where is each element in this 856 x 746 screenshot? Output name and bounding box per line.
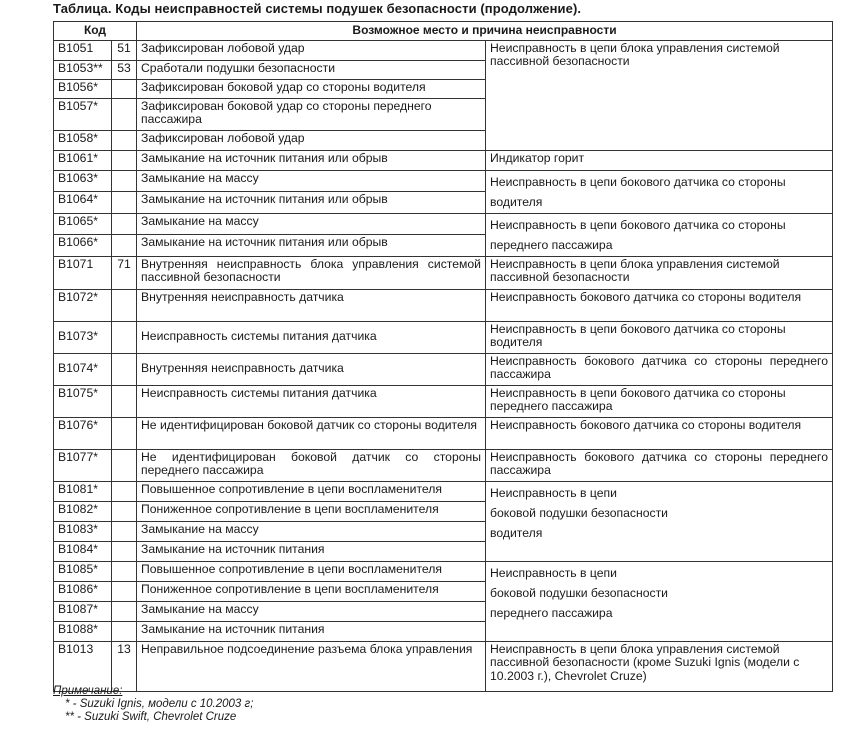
desc-cell: Зафиксирован лобовой удар: [137, 40, 486, 60]
desc-cell: Замыкание на массу: [137, 601, 486, 621]
subcode-cell: [112, 130, 137, 150]
subcode-cell: [112, 235, 137, 257]
code-cell: B1053**: [54, 60, 112, 79]
desc-cell: Зафиксирован лобовой удар: [137, 130, 486, 150]
desc-cell: Пониженное сопротивление в цепи воспламенителя: [137, 501, 486, 521]
code-cell: B1087*: [54, 601, 112, 621]
table-row: [54, 417, 833, 449]
desc-cell: Неправильное подсоединение разъема блока управления: [137, 641, 486, 691]
table-row: [54, 150, 833, 170]
cause-cell: Неисправность в цепи блока управления системой пассивной безопасности: [486, 40, 833, 150]
desc-cell: Замыкание на массу: [137, 213, 486, 235]
desc-cell: Зафиксирован боковой удар со стороны водителя: [137, 79, 486, 98]
desc-cell: Пониженное сопротивление в цепи воспламенителя: [137, 581, 486, 601]
code-cell: B1077*: [54, 449, 112, 481]
desc-cell: Внутренняя неисправность датчика: [137, 353, 486, 385]
subcode-cell: [112, 192, 137, 214]
subcode-cell: [112, 561, 137, 581]
subcode-cell: [112, 321, 137, 353]
cause-line: Неисправность в цепи: [490, 485, 617, 500]
desc-cell: Замыкание на источник питания: [137, 621, 486, 641]
desc-cell: Повышенное сопротивление в цепи воспламенителя: [137, 561, 486, 581]
cause-cell: [486, 481, 833, 561]
table-row: [54, 385, 833, 417]
code-cell: B1063*: [54, 170, 112, 192]
code-cell: B1076*: [54, 417, 112, 449]
code-cell: B1058*: [54, 130, 112, 150]
note-line-2: ** - Suzuki Swift, Chevrolet Cruze: [65, 711, 237, 723]
subcode-cell: [112, 581, 137, 601]
header-row: [54, 22, 833, 41]
code-cell: B1086*: [54, 581, 112, 601]
desc-cell: Внутренняя неисправность блока управления системой пассивной безопасности: [137, 256, 486, 289]
desc-cell: Замыкание на источник питания или обрыв: [137, 192, 486, 214]
note-label: Примечание:: [53, 685, 123, 697]
code-cell: B1081*: [54, 481, 112, 501]
code-cell: B1075*: [54, 385, 112, 417]
code-cell: B1065*: [54, 213, 112, 235]
subcode-cell: [112, 150, 137, 170]
subcode-cell: [112, 170, 137, 192]
subcode-cell: [112, 501, 137, 521]
table-row: [54, 289, 833, 321]
desc-cell: Не идентифицирован боковой датчик со стороны переднего пассажира: [137, 449, 486, 481]
cause-line: Неисправность в цепи: [490, 565, 617, 580]
cause-cell: [486, 561, 833, 641]
desc-cell: Замыкание на источник питания или обрыв: [137, 150, 486, 170]
code-cell: B1072*: [54, 289, 112, 321]
cause-cell: Неисправность бокового датчика со стороны водителя: [486, 289, 833, 321]
table-row: [54, 481, 833, 501]
desc-cell: Замыкание на источник питания: [137, 541, 486, 561]
desc-cell: Зафиксирован боковой удар со стороны переднего пассажира: [137, 98, 486, 130]
code-cell: B1064*: [54, 192, 112, 214]
cause-cell: Неисправность в цепи бокового датчика со стороны переднего пассажира: [486, 385, 833, 417]
table-row: [54, 213, 833, 235]
table-row: [54, 256, 833, 289]
header-code: Код: [54, 22, 137, 41]
table-row: [54, 641, 833, 691]
desc-cell: Замыкание на массу: [137, 170, 486, 192]
code-cell: B1088*: [54, 621, 112, 641]
code-cell: B1013: [54, 641, 112, 691]
table-row: [54, 449, 833, 481]
code-cell: B1085*: [54, 561, 112, 581]
cause-cell: Неисправность бокового датчика со стороны переднего пассажира: [486, 353, 833, 385]
desc-cell: Замыкание на источник питания или обрыв: [137, 235, 486, 257]
code-cell: B1073*: [54, 321, 112, 353]
subcode-cell: [112, 385, 137, 417]
cause-cell: Неисправность в цепи блока управления системой пассивной безопасности (кроме Suzuki Ignis (модели с 10.2003 г.), Chevrolet Cruze): [486, 641, 833, 691]
cause-cell: Индикатор горит: [486, 150, 833, 170]
subcode-cell: [112, 621, 137, 641]
subcode-cell: [112, 289, 137, 321]
code-cell: B1051: [54, 40, 112, 60]
note-line-1: * - Suzuki Ignis, модели с 10.2003 г;: [65, 698, 254, 710]
subcode-cell: [112, 521, 137, 541]
table-row: [54, 561, 833, 581]
table-row: [54, 353, 833, 385]
subcode-cell: [112, 353, 137, 385]
subcode-cell: [112, 213, 137, 235]
subcode-cell: 53: [112, 60, 137, 79]
cause-line: боковой подушки безопасности: [490, 585, 668, 600]
cause-line: переднего пассажира: [490, 605, 613, 620]
code-cell: B1061*: [54, 150, 112, 170]
desc-cell: Неисправность системы питания датчика: [137, 321, 486, 353]
code-cell: B1084*: [54, 541, 112, 561]
subcode-cell: [112, 601, 137, 621]
table-row: [54, 170, 833, 192]
code-cell: B1056*: [54, 79, 112, 98]
desc-cell: Неисправность системы питания датчика: [137, 385, 486, 417]
subcode-cell: 51: [112, 40, 137, 60]
cause-cell: Неисправность в цепи бокового датчика со стороны водителя: [486, 321, 833, 353]
table-row: [54, 321, 833, 353]
cause-line: водителя: [490, 525, 543, 540]
cause-cell: Неисправность в цепи бокового датчика со стороны переднего пассажира: [486, 213, 833, 256]
cause-line: боковой подушки безопасности: [490, 505, 668, 520]
cause-cell: Неисправность в цепи бокового датчика со стороны водителя: [486, 170, 833, 213]
code-cell: B1066*: [54, 235, 112, 257]
desc-cell: Сработали подушки безопасности: [137, 60, 486, 79]
desc-cell: Внутренняя неисправность датчика: [137, 289, 486, 321]
fault-codes-table: [53, 21, 833, 692]
subcode-cell: 71: [112, 256, 137, 289]
subcode-cell: [112, 417, 137, 449]
desc-cell: Замыкание на массу: [137, 521, 486, 541]
subcode-cell: [112, 98, 137, 130]
header-cause: Возможное место и причина неисправности: [137, 22, 833, 41]
subcode-cell: [112, 79, 137, 98]
table-row: [54, 40, 833, 60]
subcode-cell: [112, 481, 137, 501]
code-cell: B1074*: [54, 353, 112, 385]
desc-cell: Не идентифицирован боковой датчик со стороны водителя: [137, 417, 486, 449]
table-title: Таблица. Коды неисправностей системы подушек безопасности (продолжение).: [53, 1, 582, 16]
code-cell: B1057*: [54, 98, 112, 130]
code-cell: B1071: [54, 256, 112, 289]
subcode-cell: 13: [112, 641, 137, 691]
subcode-cell: [112, 541, 137, 561]
cause-cell: Неисправность бокового датчика со стороны переднего пассажира: [486, 449, 833, 481]
code-cell: B1083*: [54, 521, 112, 541]
cause-cell: Неисправность бокового датчика со стороны водителя: [486, 417, 833, 449]
cause-cell: Неисправность в цепи блока управления системой пассивной безопасности: [486, 256, 833, 289]
subcode-cell: [112, 449, 137, 481]
footnote: [53, 685, 253, 724]
desc-cell: Повышенное сопротивление в цепи воспламенителя: [137, 481, 486, 501]
code-cell: B1082*: [54, 501, 112, 521]
